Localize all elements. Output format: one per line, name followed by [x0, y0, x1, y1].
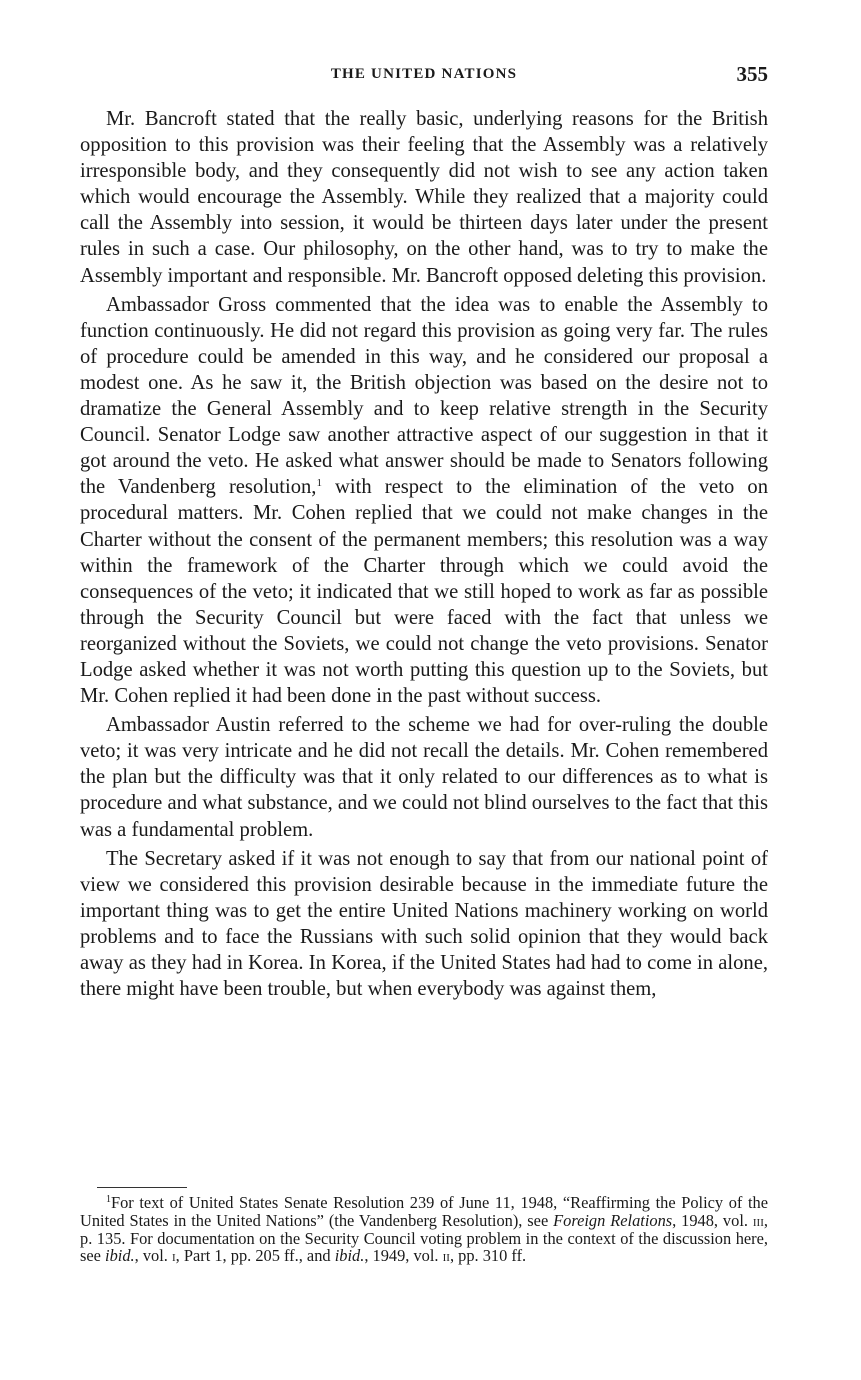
paragraph-2 [80, 292, 768, 710]
running-head [80, 62, 768, 90]
footnote [80, 1194, 768, 1265]
footnote-marker: 1 [106, 1194, 111, 1205]
paragraph-3: Ambassador Austin referred to the scheme we had for over-ruling the double veto; it was very intricate and he did not recall the details. Mr. Cohen remembered the plan but the difficulty was that it only related to our differences as to what is procedure and what substance, and we could not blind ourselves to the fact that this was a fundamental problem. [80, 714, 768, 841]
footnote-ibid: ibid. [105, 1246, 135, 1266]
footnote-text: For text of United States Senate Resolution 239 of June 11, 1948, “Reaffirming the Policy of the United States in the United Nations” (the Vandenberg Resolution), see [80, 1193, 768, 1230]
footnote-volume: i [171, 1246, 176, 1266]
footnote-reference[interactable]: 1 [316, 477, 322, 490]
footnote-text: , 1948, vol. [672, 1210, 753, 1230]
footnote-volume: ii [442, 1246, 450, 1266]
paragraph-2-part-2: with respect to the elimination of the veto on procedural matters. Mr. Cohen replied that we could not make changes in the Charter without the consent of the permanent members; this resolution was a way within the framework of the Charter through which we could avoid the consequences of the veto; it indicated that we still hoped to work as far as possible through the Security Council but were faced with the fact that unless we reorganized without the Soviets, we could not change the veto provisions. Senator Lodge asked whether it was not worth putting this question up to the Soviets, but Mr. Cohen replied it had been done in the past without success. [80, 476, 768, 708]
paragraph-4: The Secretary asked if it was not enough to say that from our national point of view we considered this provision desirable because in the immediate future the important thing was to get the entire United Nations machinery working on world problems and to face the Russians with such solid opinion that they would back away as they had in Korea. In Korea, if the United States had had to come in alone, there might have been trouble, but when everybody was against them, [80, 847, 768, 1001]
footnote-citation-title: Foreign Relations [553, 1210, 673, 1230]
footnote-volume: iii [752, 1210, 764, 1230]
running-title: THE UNITED NATIONS [330, 66, 518, 82]
footnote-text: , p. 135. For documentation on the Security Council voting problem in the context of the discussion here, see [80, 1210, 768, 1266]
footnote-text: , pp. 310 ff. [449, 1246, 527, 1266]
footnote-text: , 1949, vol. [364, 1246, 443, 1266]
paragraph-1: Mr. Bancroft stated that the really basic, underlying reasons for the British opposition to this provision was their feeling that the Assembly was a relatively irresponsible body, and they consequently did not wish to see any action taken which would encourage the Assembly. While they realized that a majority could call the Assembly into session, it would be thirteen days later under the present rules in such a case. Our philosophy, on the other hand, was to try to make the Assembly important and responsible. Mr. Bancroft opposed deleting this provision. [80, 108, 768, 287]
paragraph-2-part-1: Ambassador Gross commented that the idea was to enable the Assembly to function continuously. He did not regard this provision as going very far. The rules of procedure could be amended in this way, and he considered our proposal a modest one. As he saw it, the British objection was based on the desire not to dramatize the General Assembly and to keep relative strength in the Security Council. Senator Lodge saw another attractive aspect of our suggestion in that it got around the veto. He asked what answer should be made to Senators following the Vandenberg resolution, [80, 293, 768, 499]
footnote-ibid: ibid. [334, 1246, 365, 1266]
footnote-divider [97, 1187, 187, 1188]
footnote-text: , vol. [134, 1246, 172, 1266]
body-text [80, 106, 768, 1005]
page-number: 355 [736, 62, 768, 86]
footnote-text: , Part 1, pp. 205 ff., and [175, 1246, 335, 1266]
